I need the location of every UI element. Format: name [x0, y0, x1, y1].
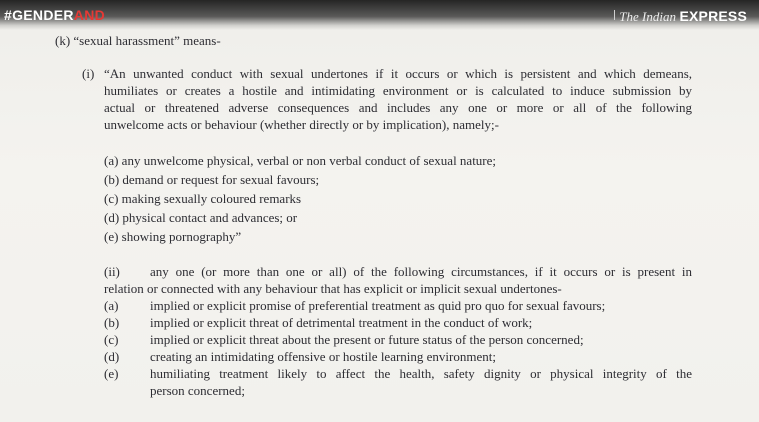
logo-express: EXPRESS [679, 8, 747, 24]
clause-i-item: (d) physical contact and advances; or [104, 210, 298, 225]
clause-ii-item-marker: (d) [104, 349, 120, 364]
header-bar [0, 0, 759, 30]
gender-and-tag[interactable] [4, 7, 105, 23]
clause-ii-item-marker: (c) [104, 332, 119, 347]
clause-k-heading: (k) “sexual harassment” means- [55, 33, 221, 48]
clause-ii-line: relation or connected with any behaviour that has explicit or implicit sexual undertones- [104, 281, 562, 296]
clause-ii-item-marker: (e) [104, 366, 119, 381]
clause-ii-item-continuation: person concerned; [150, 383, 245, 398]
tag-prefix: #GENDER [4, 7, 74, 23]
clause-ii-item-marker: (b) [104, 315, 120, 330]
clause-ii-item: implied or explicit threat of detrimental treatment in the conduct of work; [150, 315, 533, 330]
clause-i-item: (e) showing pornography” [104, 229, 242, 244]
clause-i-marker: (i) [82, 66, 95, 81]
clause-ii-item: creating an intimidating offensive or hostile learning environment; [150, 349, 496, 364]
clause-ii-marker: (ii) [104, 264, 120, 279]
clause-ii-item-marker: (a) [104, 298, 119, 313]
clause-ii-item: implied or explicit threat about the present or future status of the person concerned; [150, 332, 584, 347]
clause-i-item: (a) any unwelcome physical, verbal or non verbal conduct of sexual nature; [104, 153, 497, 168]
clause-i-item: (b) demand or request for sexual favours; [104, 172, 320, 187]
clause-i-item: (c) making sexually coloured remarks [104, 191, 302, 206]
clause-ii-item: implied or explicit promise of preferential treatment as quid pro quo for sexual favours; [150, 298, 606, 313]
clause-i-line: “An unwanted conduct with sexual undertones if it occurs or which is persistent and which demeans, [104, 66, 692, 81]
clause-ii-line: any one (or more than one or all) of the following circumstances, if it occurs or is present in [150, 264, 692, 279]
clause-i-line: unwelcome acts or behaviour (whether directly or by implication), namely;- [104, 117, 499, 132]
logo-the-indian: The Indian [619, 9, 676, 24]
indian-express-logo[interactable] [614, 8, 747, 26]
clause-i-line: actual or threatened adverse consequences and includes any one or more or all of the following [104, 100, 692, 115]
tag-suffix: AND [73, 7, 106, 23]
clause-i-line: humiliates or creates a hostile and intimidating environment or is calculated to induce submission by [104, 83, 692, 98]
clause-ii-item: humiliating treatment likely to affect the health, safety dignity or physical integrity of the [150, 366, 692, 381]
logo-divider [614, 10, 615, 20]
